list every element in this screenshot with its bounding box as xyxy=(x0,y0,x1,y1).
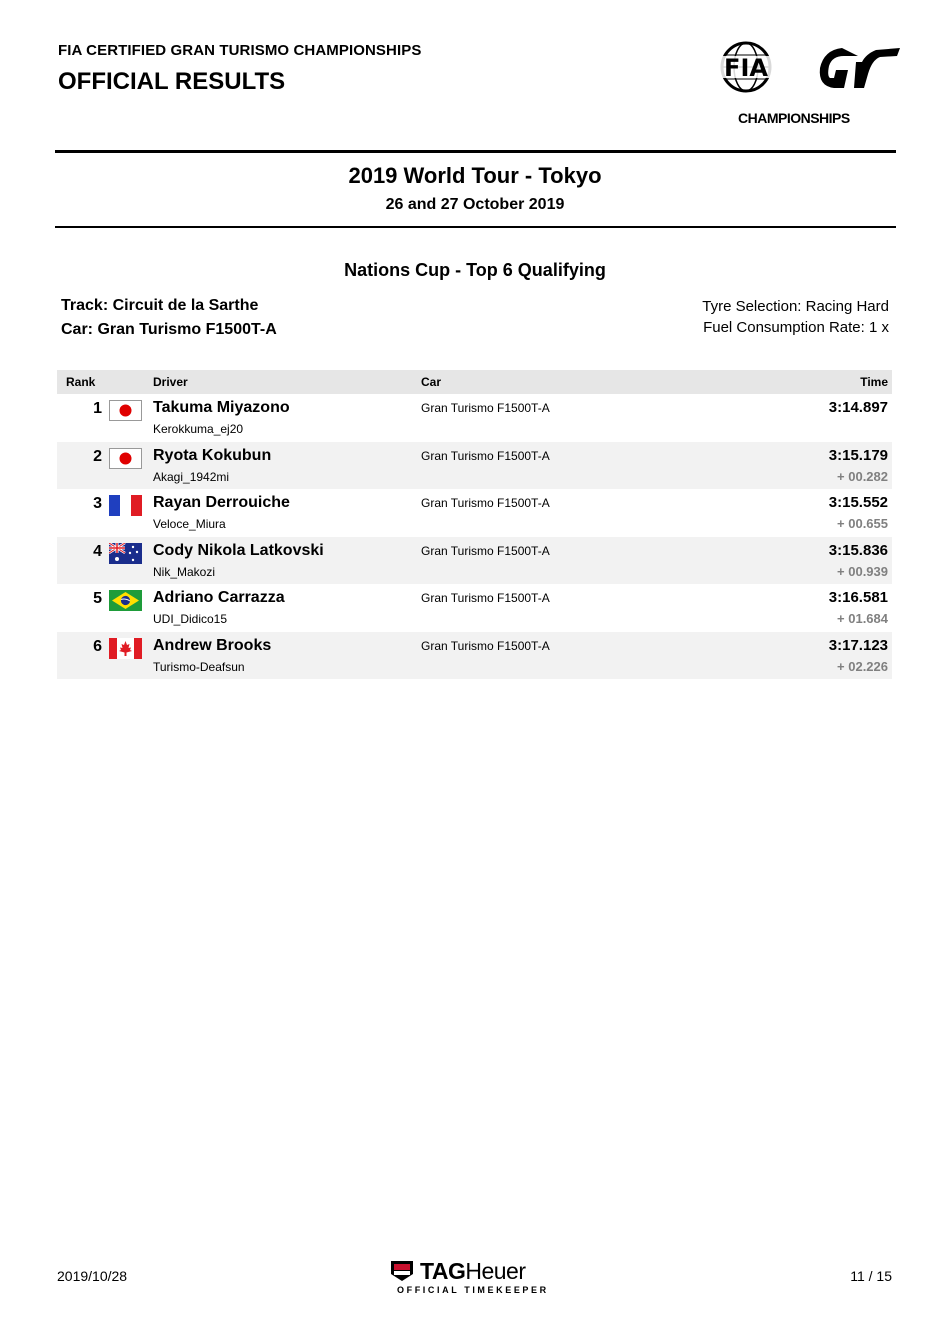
rank: 2 xyxy=(93,447,102,465)
rank: 3 xyxy=(93,495,102,512)
event-title: 2019 World Tour - Tokyo xyxy=(348,163,602,188)
car-name: Gran Turismo F1500T-A xyxy=(421,543,550,558)
divider xyxy=(55,150,896,153)
session-title: Nations Cup - Top 6 Qualifying xyxy=(344,260,606,280)
lap-time: 3:15.836 xyxy=(828,541,888,559)
time-gap: + 01.684 xyxy=(837,611,888,626)
driver-name: Cody Nikola Latkovski xyxy=(153,541,324,559)
page-title: OFFICIAL RESULTS xyxy=(58,68,286,95)
tag-heuer-shield-icon xyxy=(390,1260,414,1282)
japan-flag-icon xyxy=(109,448,142,469)
tyre-selection: Tyre Selection: Racing Hard xyxy=(702,298,889,315)
divider xyxy=(55,226,896,228)
brazil-flag-icon xyxy=(109,590,142,611)
car-name: Gran Turismo F1500T-A xyxy=(421,401,550,415)
table-row xyxy=(57,442,892,490)
car-name: Gran Turismo F1500T-A xyxy=(421,496,550,510)
time-gap: + 02.226 xyxy=(837,658,888,674)
rank: 4 xyxy=(93,542,102,560)
championship-subtitle: FIA CERTIFIED GRAN TURISMO CHAMPIONSHIPS xyxy=(58,42,422,59)
driver-name: Adriano Carrazza xyxy=(153,589,285,606)
header-car: Car xyxy=(421,375,442,389)
car-name: Gran Turismo F1500T-A xyxy=(421,638,550,653)
fuel-rate: Fuel Consumption Rate: 1 x xyxy=(703,319,889,336)
driver-name: Andrew Brooks xyxy=(153,636,272,654)
driver-id: Kerokkuma_ej20 xyxy=(153,422,244,436)
time-gap: + 00.655 xyxy=(837,516,888,531)
driver-id: Veloce_Miura xyxy=(153,517,226,531)
event-date: 26 and 27 October 2019 xyxy=(385,196,565,213)
tag-heuer-logo xyxy=(388,1258,563,1298)
car-name: Gran Turismo F1500T-A xyxy=(421,448,550,463)
table-row xyxy=(57,489,892,537)
table-row xyxy=(57,632,892,680)
rank: 5 xyxy=(93,590,102,607)
header-rank: Rank xyxy=(66,375,96,389)
rank: 6 xyxy=(93,637,102,655)
track-label: Track: Circuit de la Sarthe xyxy=(61,297,259,314)
driver-id: Turismo-Deafsun xyxy=(153,659,245,674)
lap-time: 3:17.123 xyxy=(828,636,888,654)
driver-name: Rayan Derrouiche xyxy=(153,494,290,511)
header-time: Time xyxy=(860,375,888,389)
canada-flag-icon xyxy=(109,638,142,659)
sponsor-name: TAGHeuer xyxy=(420,1258,526,1284)
table-row xyxy=(57,537,892,585)
car-label: Car: Gran Turismo F1500T-A xyxy=(61,321,277,338)
driver-id: Akagi_1942mi xyxy=(153,469,230,484)
time-gap: + 00.939 xyxy=(837,563,888,579)
time-gap: + 00.282 xyxy=(837,468,888,484)
driver-name: Ryota Kokubun xyxy=(153,446,272,464)
driver-id: UDI_Didico15 xyxy=(153,612,228,626)
championships-label: CHAMPIONSHIPS xyxy=(738,110,850,126)
lap-time: 3:15.552 xyxy=(828,494,888,511)
gt-logo-icon xyxy=(814,40,904,100)
page-number: 11 / 15 xyxy=(850,1268,892,1284)
japan-flag-icon xyxy=(109,400,142,421)
table-header xyxy=(57,370,892,394)
results-table xyxy=(57,370,892,679)
table-row xyxy=(57,394,892,442)
rank: 1 xyxy=(93,400,102,417)
sponsor-subtitle: OFFICIAL TIMEKEEPER xyxy=(397,1285,549,1295)
table-row xyxy=(57,584,892,632)
lap-time: 3:14.897 xyxy=(828,399,888,416)
fia-logo-text: FIA xyxy=(724,54,768,82)
lap-time: 3:15.179 xyxy=(828,446,888,464)
australia-flag-icon xyxy=(109,543,142,564)
lap-time: 3:16.581 xyxy=(828,589,888,606)
driver-name: Takuma Miyazono xyxy=(153,399,290,416)
footer-date: 2019/10/28 xyxy=(57,1268,128,1284)
france-flag-icon xyxy=(109,495,142,516)
driver-id: Nik_Makozi xyxy=(153,564,216,579)
header-driver: Driver xyxy=(153,375,188,389)
car-name: Gran Turismo F1500T-A xyxy=(421,591,550,605)
